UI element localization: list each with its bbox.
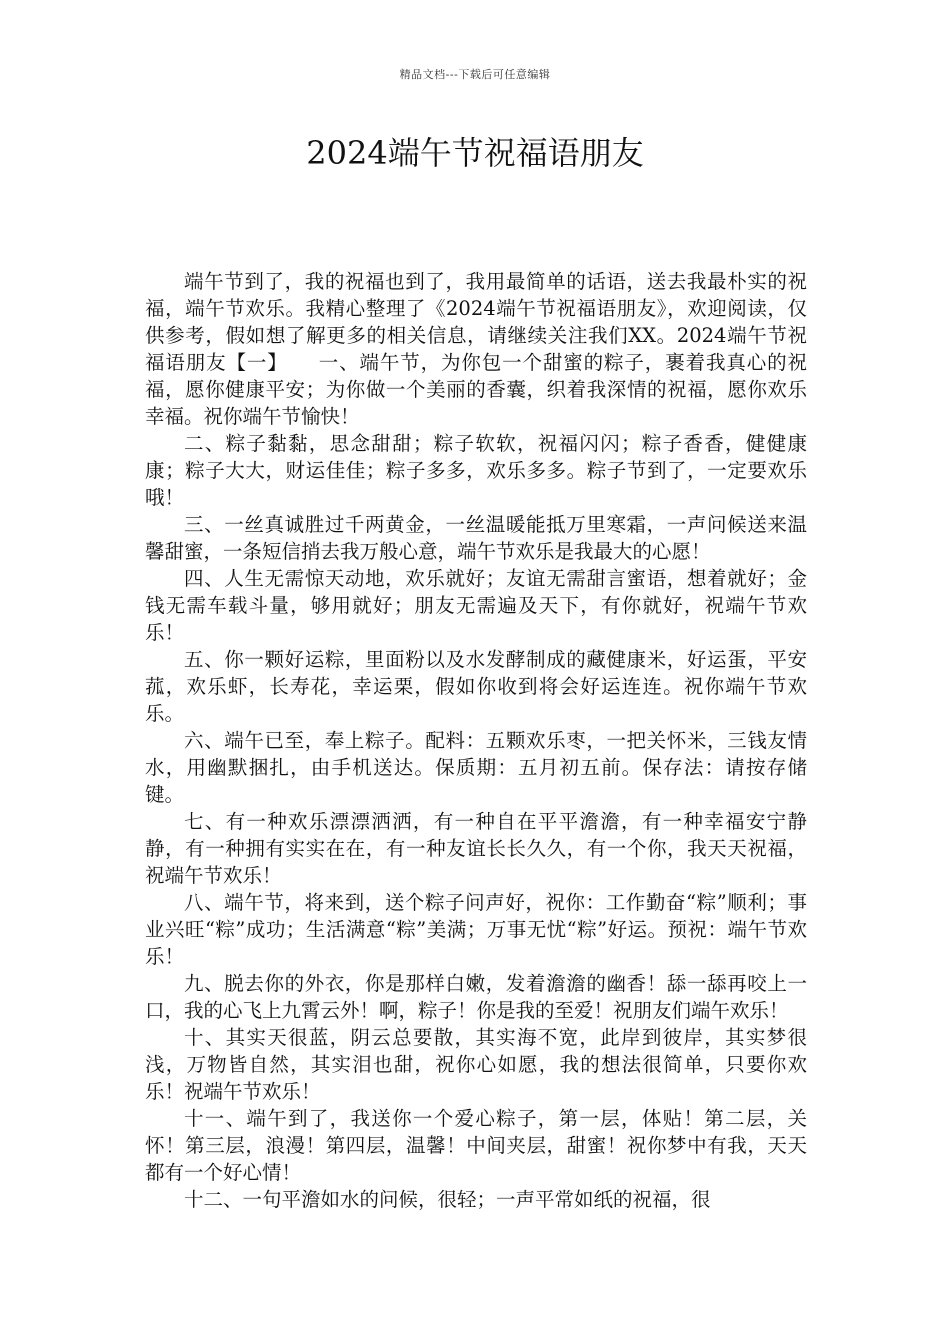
paragraph-intro: 端午节到了，我的祝福也到了，我用最简单的话语，送去我最朴实的祝福，端午节欢乐。我精心整理了《2024端午节祝福语朋友》，欢迎阅读，仅供参考，假如想了解更多的相关信息，请继续关注我们XX。2024端午节祝福语朋友【一】 一、端午节，为你包一个甜蜜的粽子，裹着我真心的祝福，愿你健康平安；为你做一个美丽的香囊，织着我深情的祝福，愿你欢乐幸福。祝你端午节愉快！: [145, 270, 807, 428]
paragraph-11: 十一、端午到了，我送你一个爱心粽子，第一层，体贴！第二层，关怀！第三层，浪漫！第四层，温馨！中间夹层，甜蜜！祝你梦中有我，天天都有一个好心情！: [145, 1107, 807, 1184]
header-note: 精品文档---下载后可任意编辑: [399, 68, 551, 81]
document-title: 2024端午节祝福语朋友: [306, 134, 644, 172]
paragraph-8: 八、端午节，将来到，送个粽子问声好，祝你：工作勤奋“粽”顺利；事业兴旺“粽”成功；生活满意“粽”美满；万事无忧“粽”好运。预祝：端午节欢乐！: [145, 891, 807, 968]
paragraph-6: 六、端午已至，奉上粽子。配料：五颗欢乐枣，一把关怀米，三钱友情水，用幽默捆扎，由手机送达。保质期：五月初五前。保存法：请按存储键。: [145, 729, 807, 806]
paragraph-5: 五、你一颗好运粽，里面粉以及水发酵制成的藏健康米，好运蛋，平安菰，欢乐虾，长寿花，幸运栗，假如你收到将会好运连连。祝你端午节欢乐。: [145, 648, 807, 725]
paragraph-4: 四、人生无需惊天动地，欢乐就好；友谊无需甜言蜜语，想着就好；金钱无需车载斗量，够用就好；朋友无需遍及天下，有你就好，祝端午节欢乐！: [145, 567, 807, 644]
document-body: [145, 268, 807, 1213]
paragraph-9: 九、脱去你的外衣，你是那样白嫩，发着澹澹的幽香！舔一舔再咬上一口，我的心飞上九霄云外！啊，粽子！你是我的至爱！祝朋友们端午欢乐！: [145, 972, 807, 1022]
paragraph-2: 二、粽子黏黏，思念甜甜；粽子软软，祝福闪闪；粽子香香，健健康康；粽子大大，财运佳佳；粽子多多，欢乐多多。粽子节到了，一定要欢乐哦！: [145, 432, 807, 509]
paragraph-10: 十、其实天很蓝，阴云总要散，其实海不宽，此岸到彼岸，其实梦很浅，万物皆自然，其实泪也甜，祝你心如愿，我的想法很简单，只要你欢乐！祝端午节欢乐！: [145, 1026, 807, 1103]
paragraph-3: 三、一丝真诚胜过千两黄金，一丝温暖能抵万里寒霜，一声问候送来温馨甜蜜，一条短信捎去我万般心意，端午节欢乐是我最大的心愿！: [145, 513, 807, 563]
paragraph-7: 七、有一种欢乐漂漂洒洒，有一种自在平平澹澹，有一种幸福安宁静静，有一种拥有实实在在，有一种友谊长长久久，有一个你，我天天祝福，祝端午节欢乐！: [145, 810, 807, 887]
paragraph-12: 十二、一句平澹如水的问候，很轻；一声平常如纸的祝福，很: [184, 1188, 711, 1211]
